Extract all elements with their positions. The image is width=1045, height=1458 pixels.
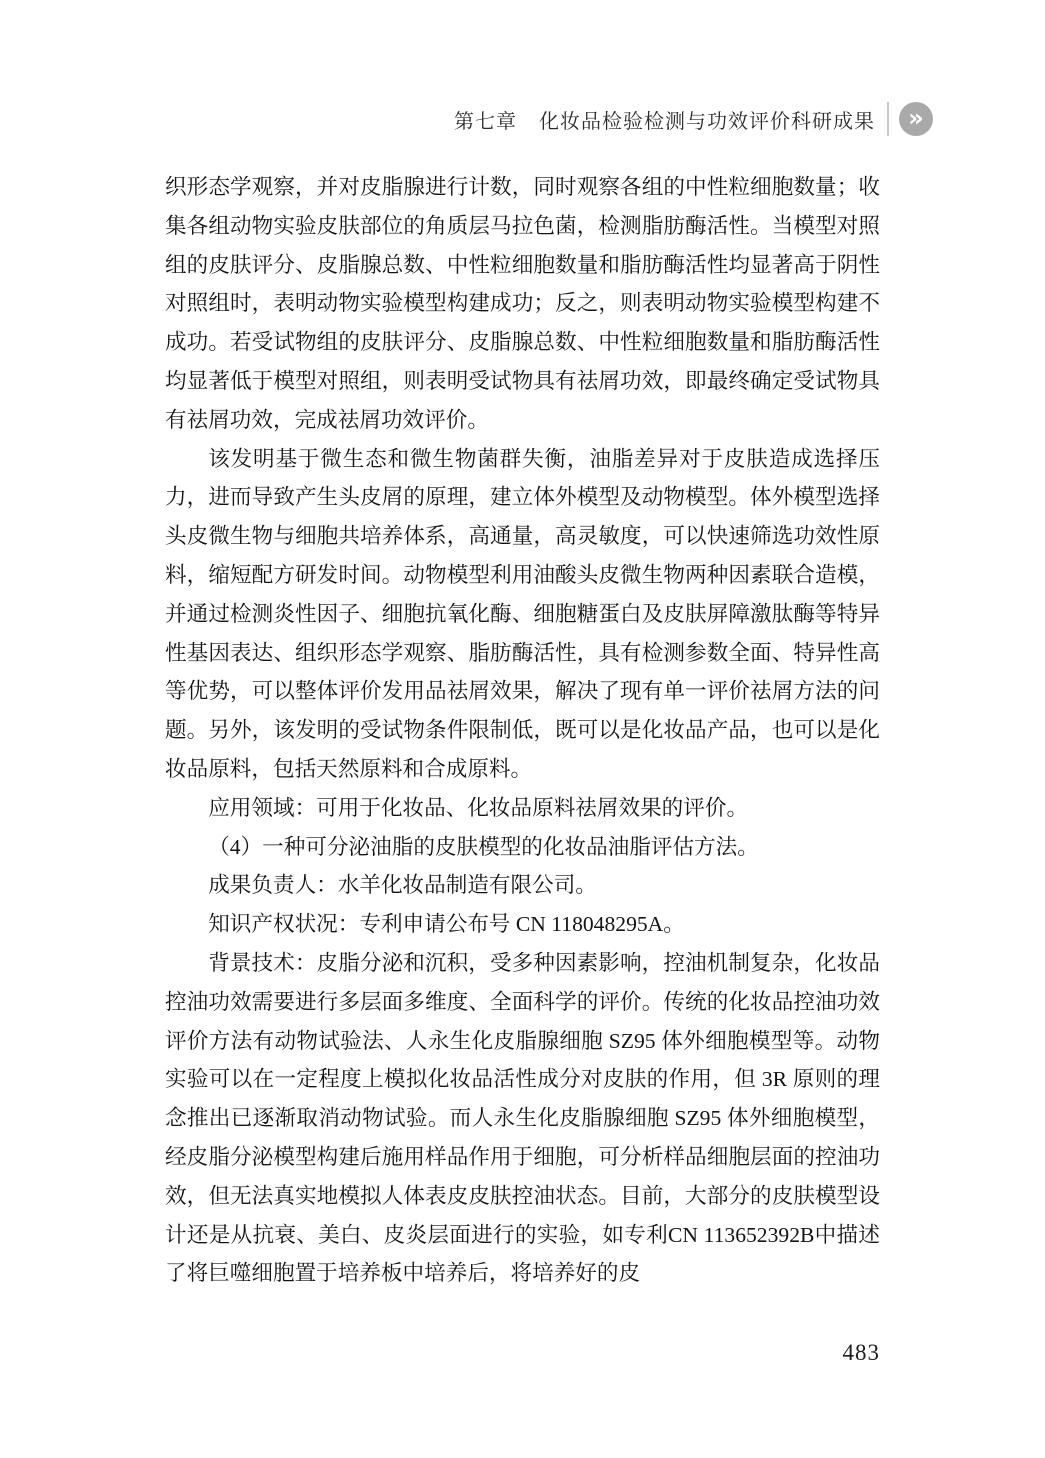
paragraph-item-4-title: （4）一种可分泌油脂的皮肤模型的化妆品油脂评估方法。 (208, 834, 759, 859)
page-number: 483 (842, 1340, 880, 1365)
header-divider (887, 102, 889, 136)
paragraph-ip-status: 知识产权状况：专利申请公布号 CN 118048295A。 (208, 912, 685, 937)
body-text (165, 168, 880, 1293)
chapter-title: 化妆品检验检测与功效评价科研成果 (539, 110, 875, 133)
paragraph: 织形态学观察，并对皮脂腺进行计数，同时观察各组的中性粒细胞数量；收集各组动物实验皮肤部位的角质层马拉色菌，检测脂肪酶活性。当模型对照组的皮肤评分、皮脂腺总数、中性粒细胞数量和脂肪酶活性均显著高于阴性对照组时，表明动物实验模型构建成功；反之，则表明动物实验模型构建不成功。若受试物组的皮肤评分、皮脂腺总数、中性粒细胞数量和脂肪酶活性均显著低于模型对照组，则表明受试物具有祛屑功效，即最终确定受试物具有祛屑功效，完成祛屑功效评价。 (165, 175, 880, 432)
double-chevron-right-icon: » (899, 102, 933, 136)
paragraph-background-tech: 背景技术：皮脂分泌和沉积，受多种因素影响，控油机制复杂，化妆品控油功效需要进行多层面多维度、全面科学的评价。传统的化妆品控油功效评价方法有动物试验法、人永生化皮脂腺细胞 SZ95 体外细胞模型等。动物实验可以在一定程度上模拟化妆品活性成分对皮肤的作用，但 3R 原则的理念推出已逐渐取消动物试验。而人永生化皮脂腺细胞 SZ95 体外细胞模型，经皮脂分泌模型构建后施用样品作用于细胞，可分析样品细胞层面的控油功效，但无法真实地模拟人体表皮皮肤控油状态。目前，大部分的皮肤模型设计还是从抗衰、美白、皮炎层面进行的实验，如专利CN 113652392B中描述了将巨噬细胞置于培养板中培养后，将培养好的皮 (165, 950, 880, 1286)
chapter-label: 第七章 (454, 110, 517, 133)
paragraph-application-field: 应用领域：可用于化妆品、化妆品原料祛屑效果的评价。 (208, 795, 749, 820)
paragraph-achievement-owner: 成果负责人：水羊化妆品制造有限公司。 (208, 873, 597, 898)
running-header (454, 100, 933, 138)
paragraph: 该发明基于微生态和微生物菌群失衡，油脂差异对于皮肤造成选择压力，进而导致产生头皮屑的原理，建立体外模型及动物模型。体外模型选择头皮微生物与细胞共培养体系，高通量，高灵敏度，可以快速筛选功效性原料，缩短配方研发时间。动物模型利用油酸头皮微生物两种因素联合造模，并通过检测炎性因子、细胞抗氧化酶、细胞糖蛋白及皮肤屏障激肽酶等特异性基因表达、组织形态学观察、脂肪酶活性，具有检测参数全面、特异性高等优势，可以整体评价发用品祛屑效果，解决了现有单一评价祛屑方法的问题。另外，该发明的受试物条件限制低，既可以是化妆品产品，也可以是化妆品原料，包括天然原料和合成原料。 (165, 446, 880, 781)
